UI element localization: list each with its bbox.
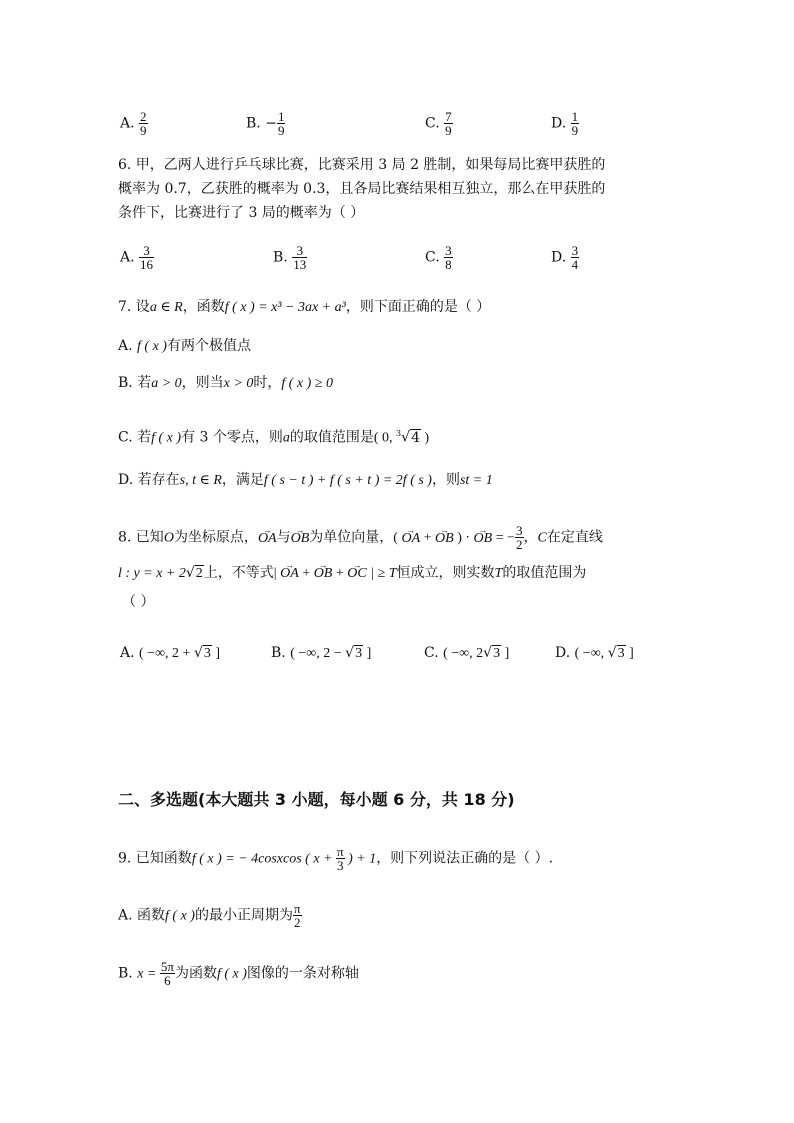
option-text: 的最小正周期为 — [194, 907, 293, 924]
q6-option-d — [551, 244, 579, 271]
fraction — [336, 845, 345, 872]
q5-option-b — [246, 110, 285, 137]
denominator: 9 — [571, 123, 579, 138]
fraction — [444, 244, 453, 271]
option-text: 若 — [137, 429, 152, 446]
numerator: π — [337, 844, 344, 859]
denominator: 9 — [140, 123, 147, 138]
numerator: 1 — [277, 109, 285, 124]
option-text: 图像的一条对称轴 — [246, 965, 359, 982]
equals-neg: = − — [492, 530, 515, 546]
q7-option-d — [118, 470, 493, 491]
option-text: ，满足 — [221, 472, 264, 488]
option-letter: B. — [271, 645, 286, 661]
equation-expr: f ( s − t ) + f ( s + t ) = 2f ( s ) — [263, 473, 432, 488]
numerator: 2 — [140, 109, 147, 124]
option-letter: A. — [118, 338, 133, 354]
range-open: ( 0, — [373, 430, 397, 446]
dot-product: ) · — [453, 530, 474, 546]
q6-option-c — [425, 244, 453, 271]
q8-option-b: B. ( −∞, 2 − √3 ] — [271, 645, 372, 661]
q8-text: 为单位向量， — [309, 529, 394, 546]
option-text: 有两个极值点 — [166, 338, 251, 354]
interval-text: ( −∞, 2 — [443, 646, 484, 661]
q7-stem-pre: 7. 设 — [118, 299, 150, 315]
interval-close: ] — [363, 646, 372, 661]
q9-option-b — [118, 960, 359, 987]
option-letter: B. — [118, 375, 133, 391]
q8-text: 8. 已知 — [118, 529, 164, 546]
option-letter: C. — [425, 249, 440, 266]
fraction — [571, 244, 580, 271]
radicand: 3 — [617, 646, 625, 661]
q6-option-b — [273, 244, 307, 271]
line-equation: l : y = x + 2 — [118, 566, 186, 581]
q7-option-b — [118, 373, 333, 394]
section-heading: 二、多选题(本大题共 3 小题，每小题 6 分，共 18 分) — [118, 790, 515, 809]
q7-stem-mid: ，函数 — [182, 299, 225, 315]
abs-open: | — [273, 566, 281, 581]
variables-expr: s, t ∈ R — [179, 473, 222, 488]
vector-ob: → OB — [435, 529, 454, 549]
q6-option-a — [120, 244, 154, 271]
denominator: 9 — [445, 123, 452, 138]
option-letter: A. — [120, 115, 135, 132]
option-text: 为函数 — [174, 965, 217, 982]
fraction — [292, 244, 307, 271]
q6-line-3: 条件下，比赛进行了 3 局的概率为（ ） — [118, 205, 365, 221]
variable: a — [282, 430, 290, 446]
q7-option-a — [118, 336, 251, 357]
fraction — [139, 110, 148, 137]
option-text: ，则 — [431, 472, 460, 488]
denominator: 2 — [516, 537, 523, 552]
q9-stem — [118, 845, 553, 872]
conclusion-expr: f ( x ) ≥ 0 — [281, 376, 333, 391]
option-text: 函数 — [137, 907, 166, 924]
vector-ob: → OB — [314, 564, 333, 584]
numerator: 5π — [160, 959, 174, 974]
minus-sign: − — [265, 115, 277, 132]
condition-expr: a > 0 — [151, 376, 182, 391]
vector-oa: → OA — [258, 529, 277, 549]
option-letter: D. — [555, 645, 571, 661]
radicand: 3 — [493, 646, 501, 661]
option-letter: A. — [120, 645, 135, 661]
fraction — [139, 244, 154, 271]
q8-option-a: A. ( −∞, 2 + √3 ] — [120, 645, 221, 661]
numerator: 1 — [571, 109, 579, 124]
numerator: 3 — [571, 243, 579, 258]
abs-close: | ≥ T — [366, 566, 397, 581]
q8-option-d: D. ( −∞, √3 ] — [555, 645, 634, 661]
option-letter: D. — [118, 472, 134, 488]
point-c: C — [537, 530, 547, 546]
variable-x: x = — [137, 966, 160, 982]
variable-t: T — [494, 566, 503, 581]
q8-text: 恒成立，则实数 — [396, 565, 495, 581]
q8-option-c: C. ( −∞, 2√3 ] — [424, 645, 510, 661]
option-letter: B. — [118, 965, 133, 982]
conclusion-expr: st = 1 — [459, 473, 493, 488]
numerator: π — [293, 901, 301, 916]
q8-text: ， — [523, 529, 538, 546]
fraction — [444, 110, 453, 137]
q6-line-1: 6. 甲，乙两人进行乒乓球比赛，比赛采用 3 局 2 胜制，如果每局比赛甲获胜的 — [118, 157, 606, 173]
q8-text: 为坐标原点， — [173, 529, 258, 546]
q8-text: 的取值范围为 — [502, 565, 587, 581]
interval-text: ( −∞, — [574, 646, 608, 661]
radicand: 3 — [355, 646, 363, 661]
fraction — [160, 960, 175, 987]
q7-set: a ∈ R — [149, 300, 183, 315]
q8-text: 上，不等式 — [203, 565, 274, 581]
paren-open: ( — [393, 530, 402, 546]
interval-text: ( −∞, 2 − — [290, 646, 346, 661]
option-letter: C. — [118, 429, 133, 446]
vector-ob: → OB — [474, 529, 493, 549]
denominator: 8 — [445, 257, 452, 272]
fraction — [571, 110, 580, 137]
interval-close: ] — [211, 646, 221, 661]
denominator: 16 — [140, 257, 154, 272]
vector-oc: → OC — [347, 564, 366, 584]
option-text: 有 3 个零点，则 — [181, 429, 283, 446]
q8-line-2: l : y = x + 2√2上，不等式| → OA + → OB + → OC | ≥ T恒成立，则实数T的取值范围为 — [118, 563, 586, 584]
point-o: O — [163, 530, 174, 546]
option-text: 的取值范围是 — [289, 429, 374, 446]
interval-text: ( −∞, 2 + — [139, 646, 194, 661]
q9-option-a — [118, 902, 302, 929]
q8-text: 与 — [276, 529, 291, 546]
radicand: 4 — [411, 429, 420, 446]
plus-sign: + — [332, 566, 348, 581]
q8-line-3: （ ） — [122, 594, 155, 610]
q7-option-c: C. 若f ( x )有 3 个零点，则a的取值范围是( 0, $^3$√4 ) — [118, 429, 430, 446]
option-letter: B. — [273, 249, 288, 266]
numerator: 3 — [143, 243, 150, 258]
plus-sign: + — [298, 566, 314, 581]
vector-ob: → OB — [291, 529, 310, 549]
plus-sign: + — [420, 530, 436, 546]
interval-close: ] — [501, 646, 510, 661]
numerator: 7 — [445, 109, 452, 124]
q6-line-2: 概率为 0.7，乙获胜的概率为 0.3，且各局比赛结果相互独立，那么在甲获胜的 — [118, 181, 606, 197]
option-text: 若 — [137, 375, 152, 391]
denominator: 13 — [293, 257, 307, 272]
option-letter: B. — [246, 115, 261, 132]
numerator: 3 — [296, 243, 303, 258]
option-letter: C. — [424, 645, 439, 661]
option-letter: A. — [120, 249, 135, 266]
fraction — [277, 110, 286, 137]
denominator: 6 — [160, 973, 175, 987]
q5-option-c — [425, 110, 453, 137]
denominator: 3 — [337, 858, 344, 873]
function-expr: f ( x ) = − 4cosxcos ( x + — [191, 851, 336, 867]
function-expr: f ( x ) — [165, 908, 195, 924]
function-expr: ) + 1 — [344, 851, 377, 867]
option-letter: D. — [551, 249, 567, 266]
option-letter: D. — [551, 115, 567, 132]
function-expr: f ( x ) — [137, 339, 167, 354]
q9-text: ，则下列说法正确的是（ ）. — [376, 850, 554, 867]
range-close: ) — [420, 430, 430, 446]
q5-option-d — [551, 110, 579, 137]
fraction — [293, 902, 302, 929]
denominator: 4 — [571, 257, 579, 272]
q8-line-1 — [118, 524, 603, 551]
radicand: 2 — [195, 566, 203, 581]
q7-function: f ( x ) = x³ − 3ax + a³ — [224, 300, 346, 315]
q7-stem-post: ，则下面正确的是（ ） — [345, 299, 491, 315]
option-letter: C. — [425, 115, 440, 132]
fraction — [515, 524, 524, 551]
q5-option-a — [120, 110, 148, 137]
radicand: 3 — [203, 646, 211, 661]
function-expr: f ( x ) — [216, 966, 247, 982]
option-text: ，则当 — [181, 375, 224, 391]
numerator: 3 — [445, 243, 452, 258]
denominator: 9 — [277, 123, 285, 138]
vector-oa: → OA — [401, 529, 420, 549]
q7-stem — [118, 297, 490, 318]
option-text: 时， — [253, 375, 282, 391]
q9-text: 9. 已知函数 — [118, 850, 192, 867]
function-expr: f ( x ) — [151, 430, 182, 446]
option-letter: A. — [118, 907, 133, 924]
option-text: 若存在 — [137, 472, 180, 488]
vector-oa: → OA — [280, 564, 299, 584]
root-index: 3 — [396, 429, 402, 438]
q8-text: 在定直线 — [546, 529, 603, 546]
numerator: 3 — [516, 523, 523, 538]
denominator: 2 — [293, 915, 301, 930]
interval-close: ] — [625, 646, 634, 661]
condition-expr: x > 0 — [223, 376, 254, 391]
